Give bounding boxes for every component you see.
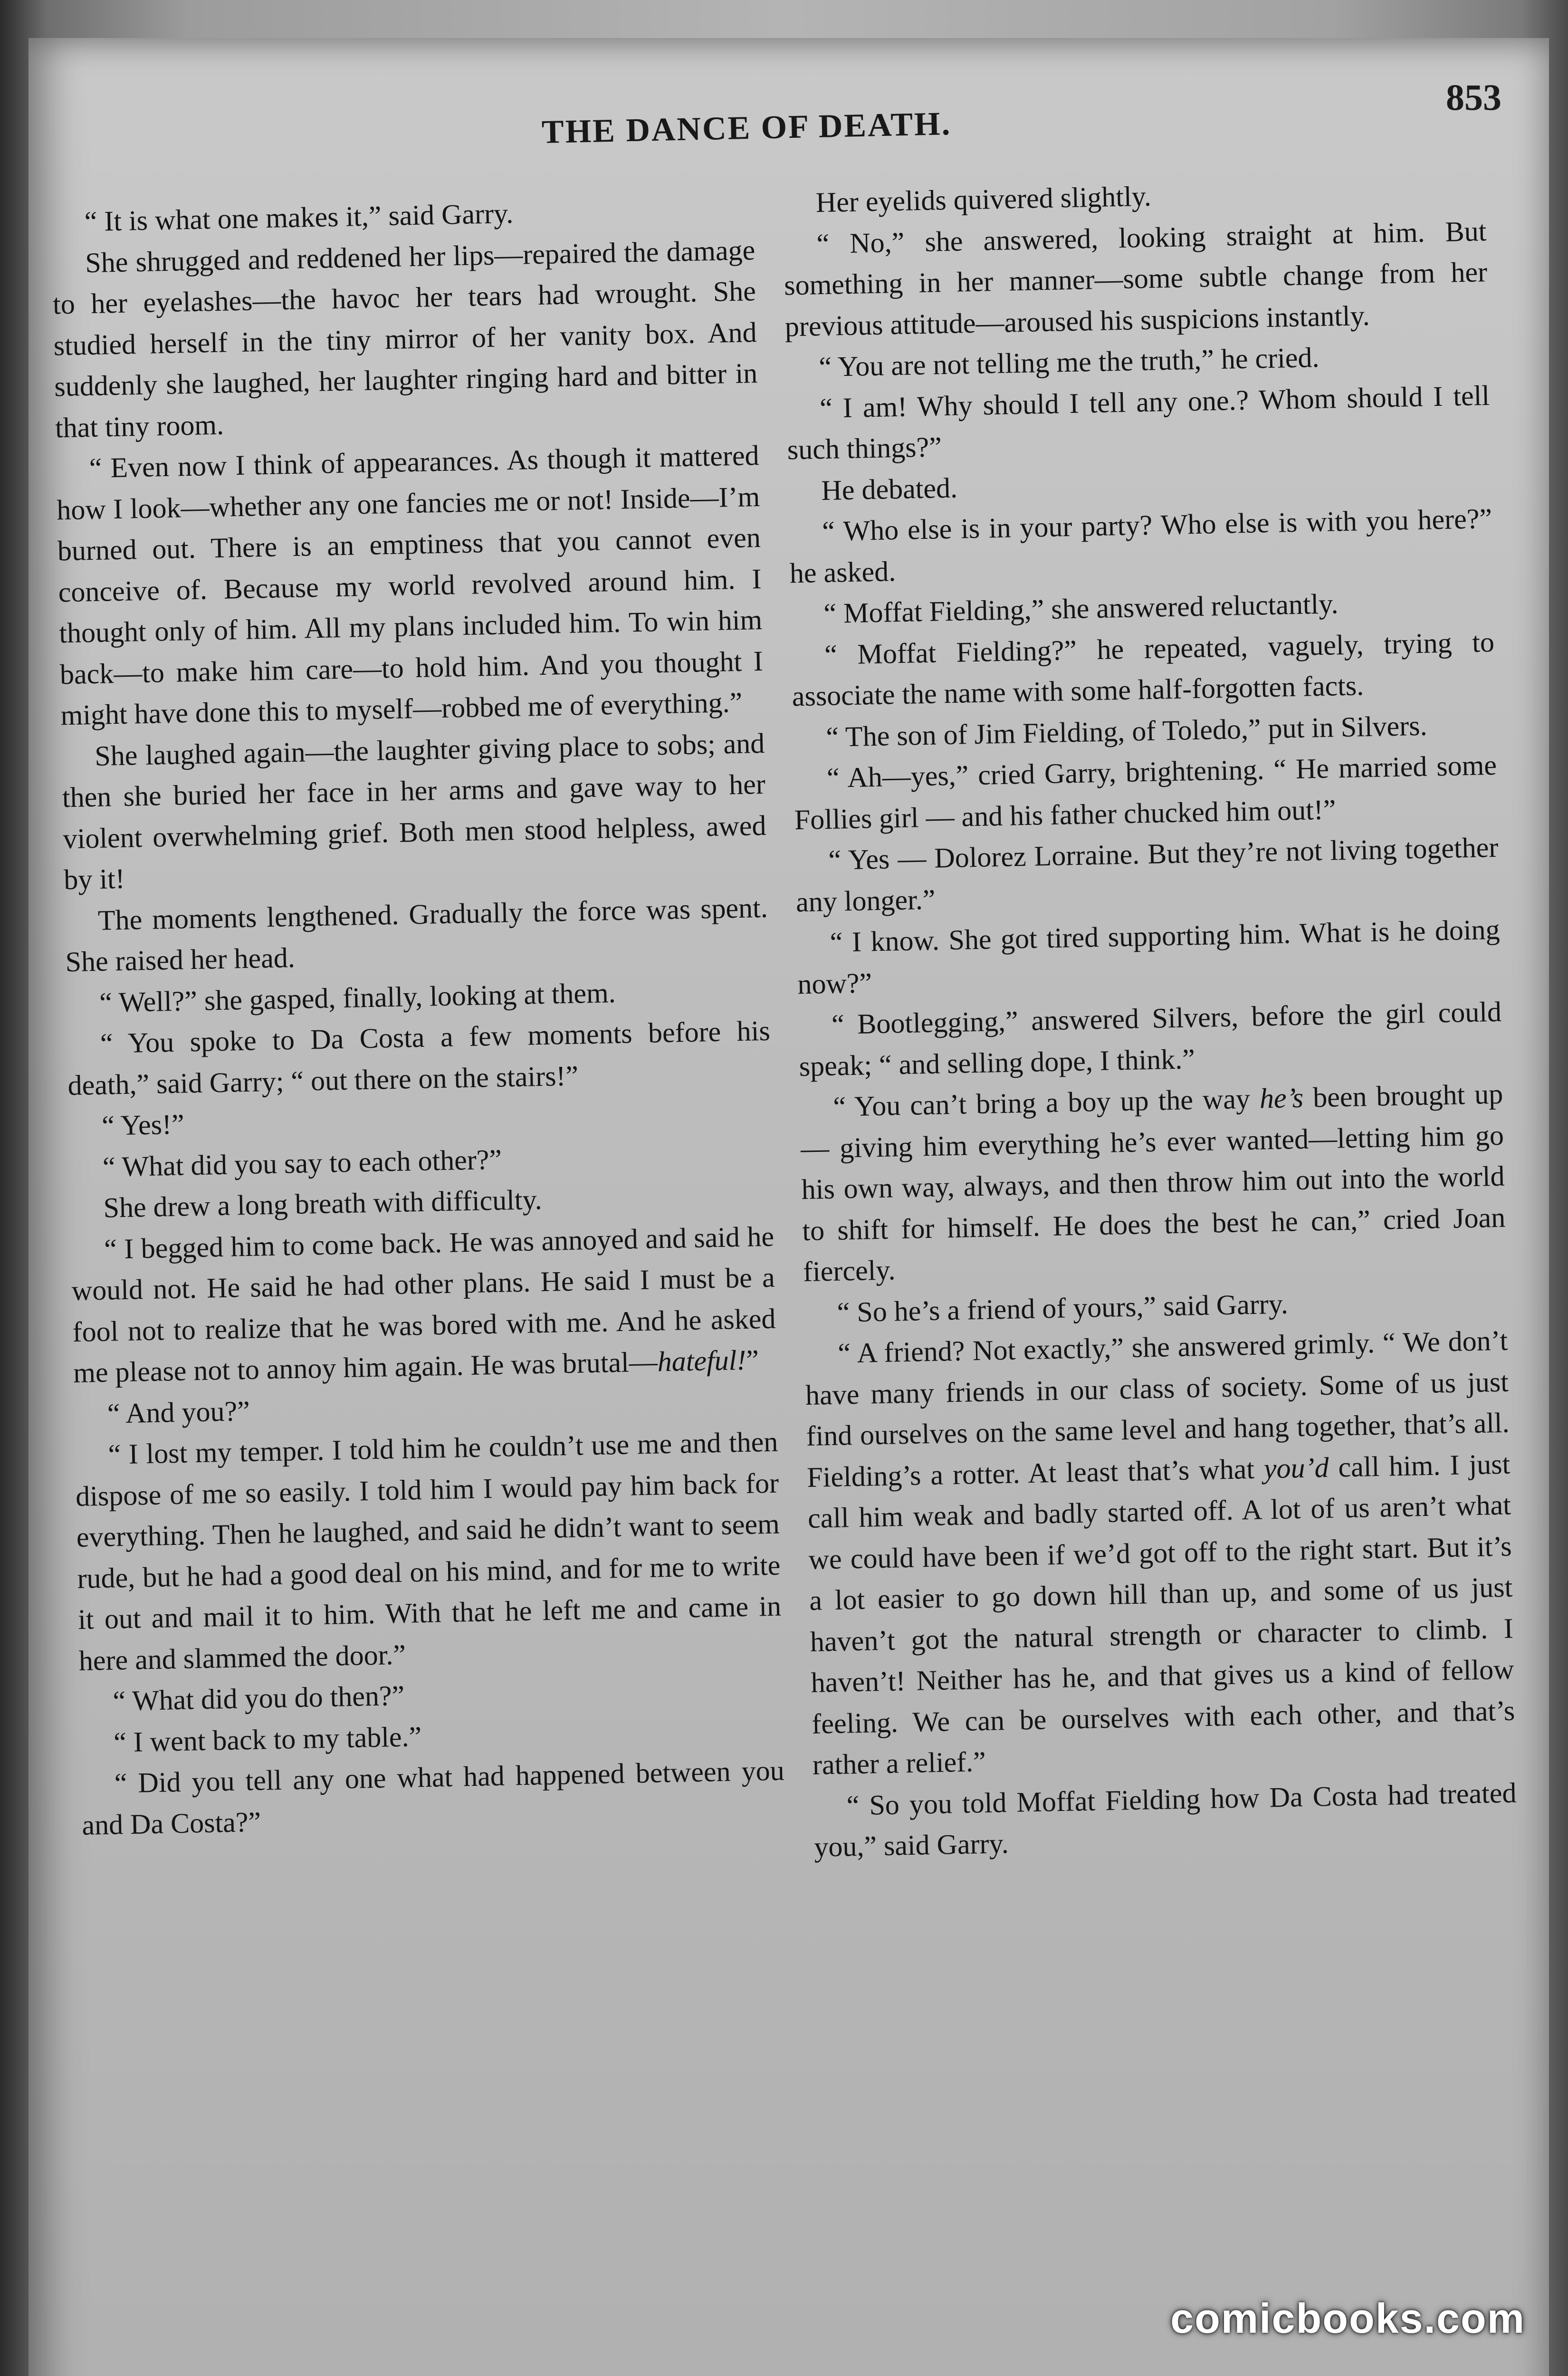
paragraph: “ Yes — Dolorez Lorraine. But they’re not living together any longer.” bbox=[795, 831, 1499, 918]
paragraph: “ So he’s a friend of yours,” said Garry. bbox=[837, 1288, 1289, 1328]
paragraph: “ I went back to my table.” bbox=[113, 1720, 422, 1758]
paragraph: “ Did you tell any one what had happened between you and Da Costa?” bbox=[81, 1754, 785, 1841]
paragraph: “ I lost my temper. I told him he couldn’t use me and then dispose of me so easily. I told him I would pay him back for everything. Then he laughed, and said he didn’t want to seem rude, but he had a good deal on his mind, and for me to write it out and mail it to him. With that he left me and came in here and slammed the door.” bbox=[75, 1426, 782, 1677]
paragraph-text: call him. I just call him weak and badly started off. A lot of us aren’t what we could have been if we’d got off to the right start. But it’s a lot easier to go down hill than up, and some of us just haven’t got the natural strength or character to climb. I haven’t! Neither has he, and that gives us a kind of fellow feeling. We can be ourselves with each other, and that’s rather a relief.” bbox=[807, 1448, 1515, 1781]
paragraph: She drew a long breath with difficulty. bbox=[103, 1184, 543, 1224]
paragraph: “ It is what one makes it,” said Garry. bbox=[84, 197, 514, 238]
paragraph: The moments lengthened. Gradually the force was spent. She raised her head. bbox=[65, 891, 768, 978]
paragraph: “ I am! Why should I tell any one.? Whom should I tell such things?” bbox=[787, 379, 1490, 466]
paragraph-text: been brought up — giving him everything he’s ever wanted—letting him go his own way, always, and then throw him out into the world to shift for himself. He does the best he can,” cried Joan fiercely. bbox=[800, 1078, 1506, 1288]
paragraph-text: “ You can’t bring a boy up the way bbox=[832, 1083, 1260, 1122]
italic-text: you’d bbox=[1263, 1451, 1329, 1485]
paragraph: Her eyelids quivered slightly. bbox=[815, 180, 1152, 219]
paragraph: She shrugged and reddened her lips—repaired the damage to her eyelashes—the havoc her tears had wrought. She studied herself in the tiny mirror of her vanity box. And suddenly she laughed, her laughter ringing hard and bitter in that tiny room. bbox=[52, 234, 758, 443]
paragraph: She laughed again—the laughter giving place to sobs; and then she buried her face in her arms and gave way to her violent overwhelming grief. Both men stood helpless, awed by it! bbox=[62, 727, 767, 896]
paragraph-text: “ I begged him to come back. He was annoyed and said he would not. He said he had other plans. He said I must be a fool not to realize that he was bored with me. And he asked me please not to annoy him again. He was brutal— bbox=[71, 1220, 776, 1389]
paragraph: “ Moffat Fielding?” he repeated, vaguely, trying to associate the name with some half-forgotten facts. bbox=[792, 626, 1495, 712]
paragraph: “ You spoke to Da Costa a few moments before his death,” said Garry; “ out there on the stairs!” bbox=[67, 1015, 771, 1101]
paragraph: “ I know. She got tired supporting him. What is he doing now?” bbox=[797, 913, 1501, 1000]
paragraph: He debated. bbox=[821, 472, 958, 506]
page-number: 853 bbox=[1446, 77, 1501, 118]
running-head: THE DANCE OF DEATH. bbox=[541, 105, 952, 151]
right-column bbox=[782, 169, 1518, 1868]
paragraph: “ Bootlegging,” answered Silvers, before the girl could speak; “ and selling dope, I think.” bbox=[799, 996, 1502, 1082]
paragraph: “ And you?” bbox=[107, 1395, 250, 1429]
paragraph: “ Who else is in your party? Who else is with you here?” he asked. bbox=[789, 502, 1492, 589]
left-column bbox=[51, 188, 785, 1846]
watermark-logo: comicbooks.com bbox=[1170, 2295, 1525, 2342]
paragraph: “ What did you say to each other?” bbox=[102, 1143, 502, 1183]
paragraph: “ No,” she answered, looking straight at him. But something in her manner—some subtle change from her previous attitude—aroused his suspicions instantly. bbox=[784, 215, 1488, 342]
book-page bbox=[29, 38, 1549, 2376]
paragraph: “ So you told Moffat Fielding how Da Costa had treated you,” said Garry. bbox=[813, 1776, 1517, 1863]
paragraph bbox=[804, 1320, 1516, 1786]
italic-text: he’s bbox=[1259, 1082, 1304, 1114]
paragraph: “ Ah—yes,” cried Garry, brightening. “ He married some Follies girl — and his father chucked him out!” bbox=[794, 749, 1497, 835]
paragraph bbox=[800, 1073, 1507, 1293]
paragraph-text: ” bbox=[746, 1344, 759, 1376]
paragraph: “ You are not telling me the truth,” he cried. bbox=[818, 341, 1320, 383]
paragraph: “ Moffat Fielding,” she answered reluctantly. bbox=[823, 588, 1339, 630]
paragraph: “ What did you do then?” bbox=[112, 1679, 405, 1717]
paragraph: “ Even now I think of appearances. As though it mattered how I look—whether any one fancies me or not! Inside—I’m burned out. There is an emptiness that you cannot even conceive of. Because my world revolved around him. I thought only of him. All my plans included him. To win him back—to make him care—to hold him. And you thought I might have done this to myself—robbed me of everything.” bbox=[56, 440, 764, 731]
paragraph: “ Well?” she gasped, finally, looking at them. bbox=[99, 977, 616, 1018]
italic-text: hateful! bbox=[657, 1344, 746, 1378]
paragraph: “ Yes!” bbox=[101, 1108, 185, 1141]
paragraph bbox=[70, 1216, 776, 1393]
paragraph: “ The son of Jim Fielding, of Toledo,” put in Silvers. bbox=[825, 709, 1428, 753]
paragraph-text: “ A friend? Not exactly,” she answered grimly. “ We don’t have many friends in our class of society. Some of us just find ourselves on the same level and hang together, that’s all. Fielding’s a rotter. At least that’s what bbox=[805, 1324, 1510, 1493]
